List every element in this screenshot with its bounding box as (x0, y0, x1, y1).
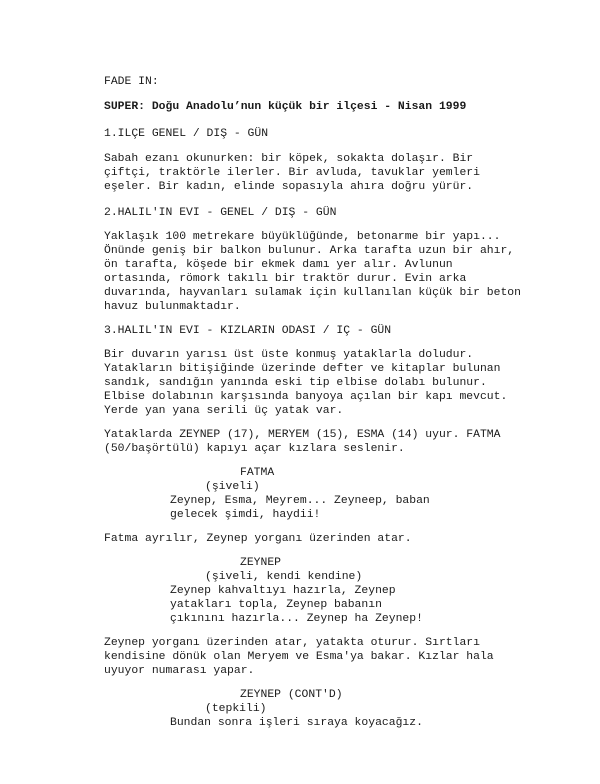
scene-heading-2: 2.HALIL'IN EVI - GENEL / DIŞ - GÜN (104, 207, 337, 219)
action-line: ortasında, römork takılı bir traktör durur. Evin arka (104, 273, 467, 285)
dialogue-line: gelecek şimdi, haydii! (170, 509, 321, 521)
transition: FADE IN: (104, 76, 159, 88)
character-cue: FATMA (240, 467, 275, 479)
action-line: Fatma ayrılır, Zeynep yorganı üzerinden atar. (104, 533, 412, 545)
parenthetical: (tepkili) (205, 703, 267, 715)
action-line: Yataklarda ZEYNEP (17), MERYEM (15), ESMA (14) uyur. FATMA (104, 429, 501, 441)
action-line: Yatakların bitişiğinde üzerinde defter ve kitaplar bulunan (104, 363, 501, 375)
super-line: SUPER: Doğu Anadolu’nun küçük bir ilçesi - Nisan 1999 (104, 101, 467, 113)
action-line: havuz bulunmaktadır. (104, 301, 241, 313)
dialogue-line: çıkınını hazırla... Zeynep ha Zeynep! (170, 613, 423, 625)
action-line: kendisine dönük olan Meryem ve Esma'ya bakar. Kızlar hala (104, 651, 494, 663)
action-line: çiftçi, traktörle ilerler. Bir avluda, tavuklar yemleri (104, 167, 480, 179)
action-line: Sabah ezanı okunurken: bir köpek, sokakta dolaşır. Bir (104, 153, 474, 165)
action-line: sandık, sandığın yanında eski tip elbise dolabı bulunur. (104, 377, 487, 389)
scene-heading-3: 3.HALIL'IN EVI - KIZLARIN ODASI / IÇ - GÜN (104, 325, 392, 337)
dialogue-line: Zeynep, Esma, Meyrem... Zeyneep, baban (170, 495, 430, 507)
dialogue-line: Zeynep kahvaltıyı hazırla, Zeynep (170, 585, 396, 597)
parenthetical: (şiveli, kendi kendine) (205, 571, 363, 583)
character-cue: ZEYNEP (CONT'D) (240, 689, 343, 701)
action-line: eşeler. Bir kadın, elinde sopasıyla ahıra doğru yürür. (104, 181, 474, 193)
action-line: Önünde geniş bir balkon bulunur. Arka tarafta uzun bir ahır, (104, 245, 515, 257)
scene-heading-1: 1.ILÇE GENEL / DIŞ - GÜN (104, 128, 269, 140)
action-line: Elbise dolabının karşısında banyoya açılan bir kapı mevcut. (104, 391, 508, 403)
action-line: (50/başörtülü) kapıyı açar kızlara seslenir. (104, 443, 405, 455)
action-line: Yaklaşık 100 metrekare büyüklüğünde, betonarme bir yapı... (104, 231, 501, 243)
action-line: ön tarafta, köşede bir ekmek damı yer alır. Avlunun (104, 259, 453, 271)
action-line: Yerde yan yana serili üç yatak var. (104, 405, 344, 417)
dialogue-line: yatakları topla, Zeynep babanın (170, 599, 382, 611)
character-cue: ZEYNEP (240, 557, 282, 569)
action-line: uyuyor numarası yapar. (104, 665, 255, 677)
action-line: Bir duvarın yarısı üst üste konmuş yataklarla doludur. (104, 349, 474, 361)
parenthetical: (şiveli) (205, 481, 260, 493)
action-line: Zeynep yorganı üzerinden atar, yatakta oturur. Sırtları (104, 637, 480, 649)
dialogue-line: Bundan sonra işleri sıraya koyacağız. (170, 717, 423, 729)
action-line: duvarında, hayvanları sulamak için kullanılan küçük bir beton (104, 287, 521, 299)
